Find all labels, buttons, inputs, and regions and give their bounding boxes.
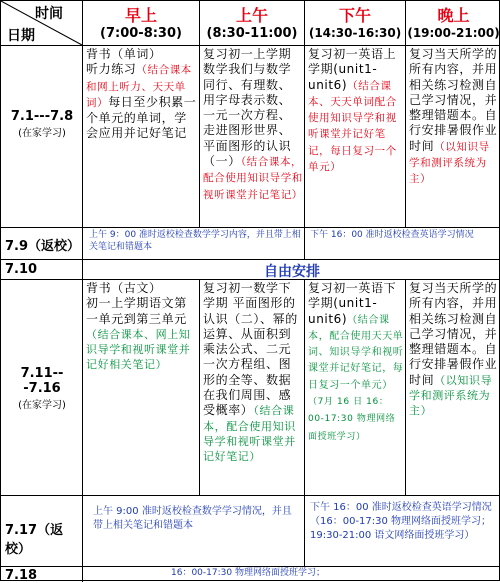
cell-note-red: （以知识导学和测评系统为主） [409, 140, 490, 186]
row-date-7-18: 7.18 [5, 568, 38, 583]
row-date-7-9: 7.9（返校） [5, 239, 81, 254]
cell-r4-morning [86, 281, 198, 373]
cell-note-green: （结合课本、网上知识导学和视听课堂并记好相关笔记） [86, 327, 191, 372]
col-divider [82, 1, 83, 582]
cell-note-red: （结合课本和网上听力、天天单词） [86, 64, 192, 109]
row-date-7-1 [3, 109, 81, 139]
row-date-7-17: 7.17（返校） [5, 523, 64, 557]
date-label: 7.1---7.8 [10, 109, 74, 124]
row-date-7-11 [3, 366, 81, 411]
cell-r5-morning-note: 上午 9:00 准时返校检查数学学习情况，并且带上相关笔记和错题本 [93, 506, 292, 531]
cell-r4-afternoon [308, 281, 404, 445]
col-divider [304, 279, 305, 566]
cell-r1-forenoon [203, 47, 303, 203]
date-label: 7.11---7.16 [20, 366, 64, 396]
cell-note-green: （结合课本，配合使用天天单词、知识导学和视听课堂并记好笔记，每日复习一个单元） [308, 314, 404, 391]
cell-r4-evening [409, 281, 500, 419]
header-afternoon-title: 下午 [338, 6, 371, 25]
corner-time-label: 时间 [35, 6, 63, 22]
header-morning-time: (7:00-8:30) [100, 26, 182, 41]
cell-text: 复习初一上学期数学我们与数学同行、有理数、用字母表示数、一元一次方程、走进图形世界、平面图形的认识（一） [203, 47, 292, 169]
cell-note-green: （以知识导学和测评系统为主） [409, 373, 493, 418]
cell-text: 复习初一英语下学期(unit1-unit6) [308, 281, 397, 326]
header-afternoon-time: (14:30-16:30) [308, 26, 402, 40]
date-note: (在家学习) [18, 400, 66, 411]
col-divider [199, 279, 200, 495]
cell-note-red: （结合课本、天天单词配合使用知识导学和视听课堂并记好笔记，每日复习一个单元） [308, 79, 397, 174]
row-divider [1, 259, 500, 260]
header-afternoon [305, 3, 405, 40]
cell-r5-afternoon-note: 下午 16：00 准时返校检查英语学习情况 （16：00-17:30 物理网络面授班学习； 19:30-21:00 语文网络面授班学习） [310, 502, 492, 541]
cell-text: 每日至少积累一个单元的单词，学会应用并记好笔记 [86, 94, 197, 141]
header-morning-title: 早上 [124, 6, 157, 25]
header-morning [83, 3, 199, 41]
cell-text: 背书（古文） 初一上学期语文第一单元到第三单元 [86, 281, 187, 326]
header-forenoon-title: 上午 [235, 6, 268, 25]
header-forenoon-time: (8:30-11:00) [206, 26, 298, 41]
cell-text: 背书（单词） 听力练习 [86, 47, 162, 77]
cell-r6-note: 16：00-17:30 物理网络面授班学习； [171, 568, 325, 578]
cell-note-green: （7月 16 日 16：00-17:30 物理网络面授班学习） [308, 397, 396, 442]
row-divider [1, 495, 500, 496]
cell-r1-morning [86, 47, 198, 142]
cell-r1-afternoon [308, 47, 404, 175]
cell-text: 复习初一数学下学期 平面图形的认识（二）、幂的运算、从面积到乘法公式、二元一次方程组、图形的全等、数据在我们周围、感受概率） [203, 281, 298, 418]
cell-text: 复习初一英语上学期(unit1-unit6) [308, 47, 397, 92]
header-evening [406, 3, 500, 40]
cell-r1-evening [409, 47, 500, 188]
cell-note-red: （结合课本，配合使用知识导学和视听课堂并记笔记） [203, 156, 303, 201]
cell-note-green: （结合课本，配合使用知识导学和视听课堂并记好笔记） [203, 404, 296, 464]
date-note: (在家学习) [18, 128, 66, 139]
cell-text: 复习当天所学的所有内容，并用相关练习检测自己学习情况，并整理错题本。自行安排暑假作业时间 [409, 281, 498, 387]
cell-r4-forenoon [203, 281, 303, 465]
row-date-7-10: 7.10 [5, 262, 38, 277]
header-evening-title: 晚上 [437, 6, 470, 25]
cell-r2-morning-note: 上午 9：00 准时返校检查数学学习内容，并且带上相关笔记和错题本 [89, 230, 301, 252]
free-arrangement: 自由安排 [264, 264, 320, 280]
row-divider [1, 227, 500, 228]
cell-text: 复习当天所学的所有内容，并用相关练习检测自己学习情况，并整理错题本。自行安排暑假作业时间 [409, 47, 498, 153]
header-forenoon [200, 3, 304, 41]
corner-date-label: 日期 [7, 28, 35, 44]
col-divider [405, 279, 406, 495]
cell-r2-afternoon-note: 下午 16：00 准时返校检查英语学习情况 [310, 230, 474, 240]
header-evening-time: (19:00-21:00) [407, 26, 500, 40]
